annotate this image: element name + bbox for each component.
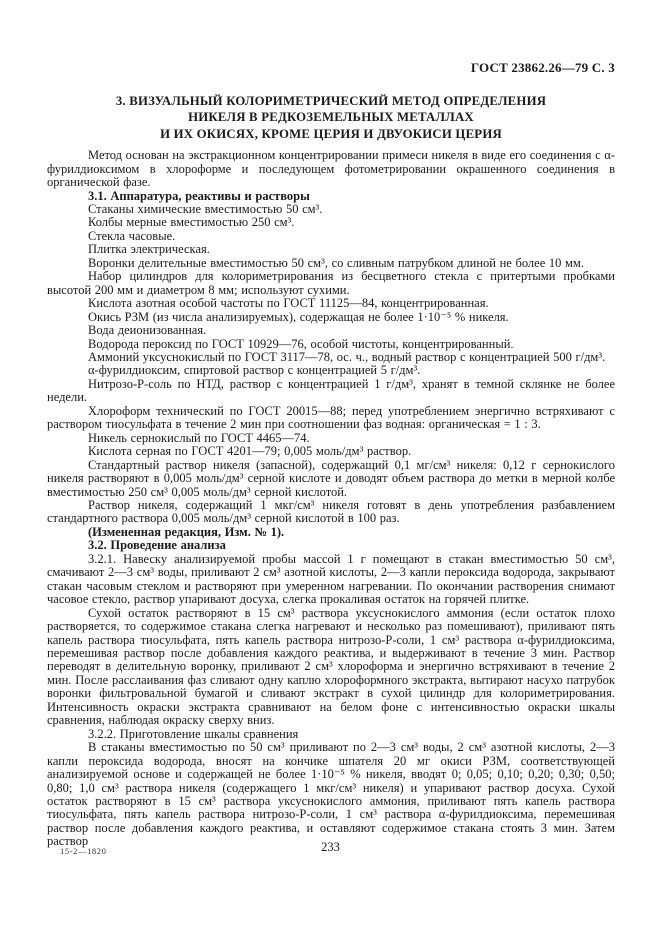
paragraph-chloroform: Хлороформ технический по ГОСТ 20015—88; перед употреблением энергично встряхивают с раствором тиосульфата в течение 2 мин при соотношении фаз водная: органическая = 1 : 3. — [47, 403, 615, 432]
paragraph-watch-glasses: Стекла часовые. — [88, 228, 176, 243]
paragraph-cylinder-set: Набор цилиндров для колориметрирования из бесцветного стекла с притертыми пробками высотой 200 мм и диаметром 8 мм; используют сухими. — [47, 269, 615, 297]
paragraph-hotplate: Плитка электрическая. — [88, 242, 210, 257]
paragraph-3-2-1: 3.2.1. Навеску анализируемой пробы массой 1 г помещают в стакан вместимостью 50 см³, смачивают 2—3 см³ воды, приливают 2 см³ азотной кислоты, 2—3 капли пероксида водорода, закрывают стакан часовым стеклом и растворяют при умеренном нагревании. По окончании растворения снимают часовое стекло, раствор упаривают досуха, слегка прокаливая остаток на горячей плитке. — [47, 551, 615, 607]
paragraph-hydrogen-peroxide: Водорода пероксид по ГОСТ 10929—76, особой чистоты, концентрированный. — [88, 336, 514, 351]
print-order-code: 15-2—1820 — [60, 846, 107, 856]
paragraph-beakers: Стаканы химические вместимостью 50 см³. — [88, 202, 323, 217]
section-title-line-1: 3. ВИЗУАЛЬНЫЙ КОЛОРИМЕТРИЧЕСКИЙ МЕТОД ОПРЕДЕЛЕНИЯ — [115, 94, 547, 108]
document-reference: ГОСТ 23862.26—79 С. 3 — [470, 60, 615, 75]
paragraph-nitric-acid: Кислота азотная особой частоты по ГОСТ 11125—84, концентрированная. — [88, 296, 489, 311]
paragraph-nickel-sulfate: Никель сернокислый по ГОСТ 4465—74. — [88, 430, 310, 445]
amendment-note: (Измененная редакция, Изм. № 1). — [88, 524, 285, 539]
paragraph-separating-funnels: Воронки делительные вместимостью 50 см³, со сливным патрубком длиной не более 10 мм. — [88, 255, 584, 270]
paragraph-dry-residue: Сухой остаток растворяют в 15 см³ раствора уксуснокислого аммония (если остаток плохо растворяется, то содержимое стакана слегка нагревают и несколько раз помешивают), приливают пять капель раствора тиосульфата, пять капель раствора нитрозо-Р-соли, 1 см³ раствора α-фурилдиоксима, перемешивая раствор после добавления каждого реактива, и выдерживают в течение 3 мин. Раствор переводят в делительную воронку, приливают 2 см³ хлороформа и энергично встряхивают в течение 2 мин. После расслаивания фаз сливают одну каплю хлороформного экстракта, вытирают насухо патрубок воронки фильтровальной бумагой и сливают экстракт в сухой цилиндр для колориметрирования. Интенсивность окраски экстракта сравнивают на белом фоне с интенсивностью окраски шкалы сравнения, наблюдая окраску сверху вниз. — [47, 605, 615, 728]
section-3-1-heading: 3.1. Аппаратура, реактивы и растворы — [88, 188, 310, 203]
paragraph-flasks: Колбы мерные вместимостью 250 см³. — [88, 215, 295, 230]
paragraph-sulfuric-acid: Кислота серная по ГОСТ 4201—79; 0,005 моль/дм³ раствор. — [88, 444, 412, 459]
page-number: 233 — [321, 840, 340, 854]
paragraph-ammonium-acetate: Аммоний уксуснокислый по ГОСТ 3117—78, ос. ч., водный раствор с концентрацией 500 г/дм³. — [88, 350, 606, 365]
paragraph-nitroso-r-salt: Нитрозо-Р-соль по НТД, раствор с концентрацией 1 г/дм³, хранят в темной склянке не более недели. — [47, 376, 615, 405]
section-title-line-2: НИКЕЛЯ В РЕДКОЗЕМЕЛЬНЫХ МЕТАЛЛАХ — [188, 110, 474, 125]
paragraph-furildioxime: α-фурилдиоксим, спиртовой раствор с концентрацией 5 г/дм³. — [88, 363, 421, 378]
paragraph-deionized-water: Вода деионизованная. — [88, 323, 207, 338]
section-3-2-2-subheading: 3.2.2. Приготовление шкалы сравнения — [88, 726, 299, 741]
section-title-line-3: И ИХ ОКИСЯХ, КРОМЕ ЦЕРИЯ И ДВУОКИСИ ЦЕРИЯ — [160, 126, 502, 141]
paragraph-standard-solution: Стандартный раствор никеля (запасной), содержащий 0,1 мг/см³ никеля: 0,12 г сернокислого никеля растворяют в 0,005 моль/дм³ серной кислоте и доводят объем раствора до метки в мерной колбе вместимостью 250 см³ 0,005 моль/дм³ серной кислотой. — [47, 457, 615, 499]
document-body — [47, 149, 615, 849]
paragraph-3-2-2: В стаканы вместимостью по 50 см³ приливают по 2—3 см³ воды, 2 см³ азотной кислоты, 2—3 капли пероксида водорода, вносят на кончике шпателя 20 мг окиси РЗМ, соответствующей анализируемой основе и содержащей не более 1·10⁻⁵ % никеля, вводят 0; 0,05; 0,10; 0,20; 0,30; 0,50; 0,80; 1,0 см³ раствора никеля (содержащего 1 мкг/см³ никеля) и упаривают раствор досуха. Сухой остаток растворяют в 15 см³ раствора уксуснокислого аммония, приливают пять капель раствора тиосульфата, пять капель раствора нитрозо-Р-соли, 1 см³ раствора α-фурилдиоксима, перемешивая раствор после добавления каждого реактива, и оставляют содержимое стакана стоять 3 мин. Затем раствор — [47, 740, 615, 849]
paragraph-nickel-solution: Раствор никеля, содержащий 1 мкг/см³ никеля готовят в день употребления разбавлением стандартного раствора 0,005 моль/дм³ серной кислотой в 100 раз. — [47, 498, 615, 526]
paragraph-rem-oxide: Окись РЗМ (из числа анализируемых), содержащая не более 1·10⁻⁵ % никеля. — [88, 309, 509, 324]
paragraph-method-intro: Метод основан на экстракционном концентрировании примеси никеля в виде его соединения с α-фурилдиоксимом в хлороформе и последующем фотометрировании окрашенного соединения в органической фазе. — [47, 148, 615, 190]
section-title — [47, 93, 615, 142]
section-3-2-heading: 3.2. Проведение анализа — [88, 538, 226, 553]
